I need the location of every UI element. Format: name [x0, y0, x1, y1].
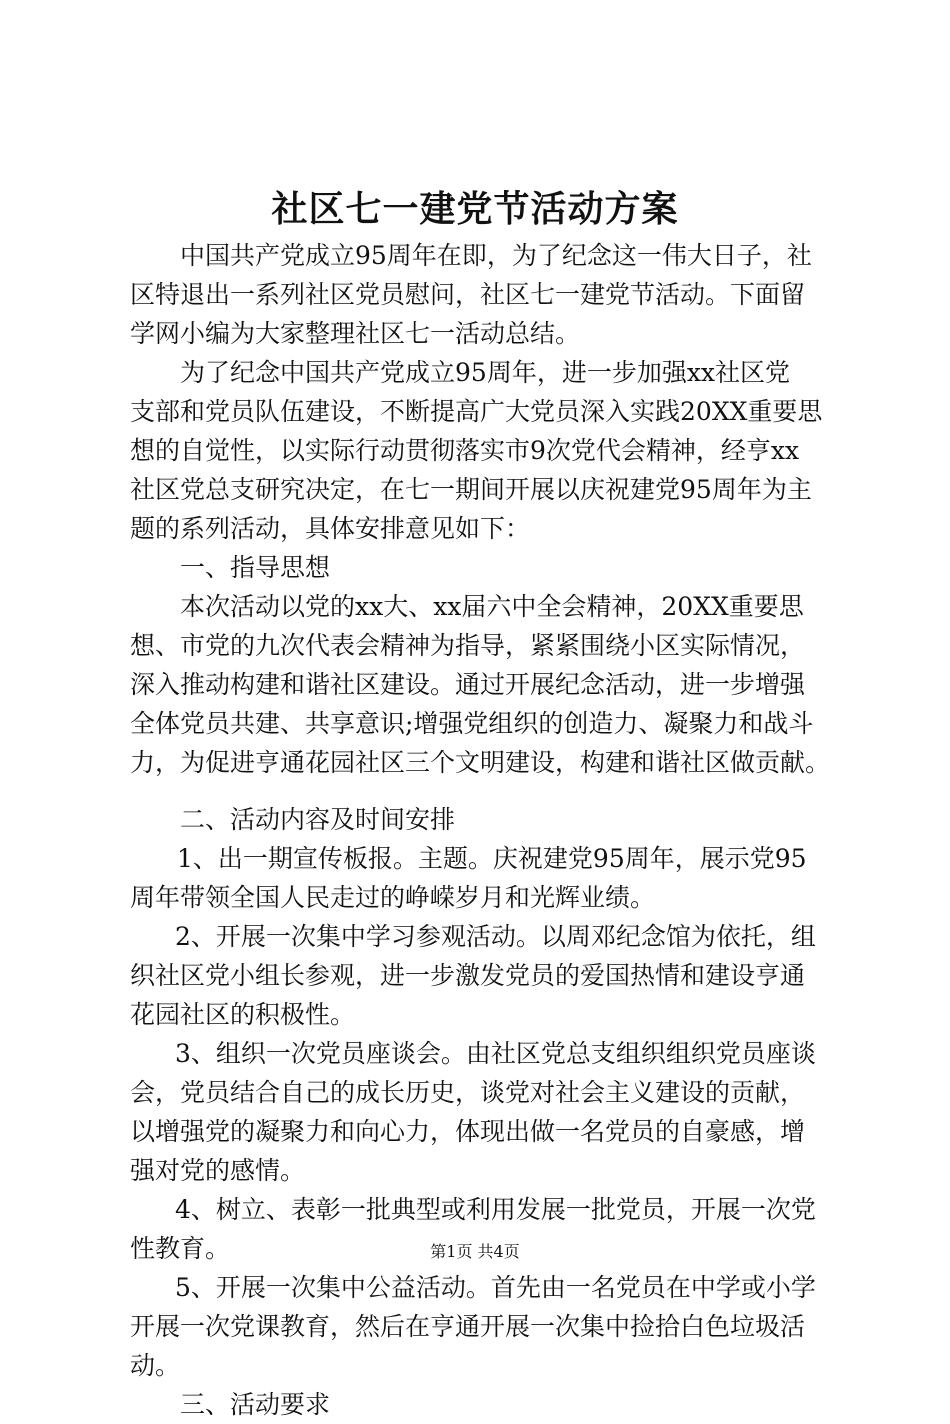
text-line: 题的系列活动，具体安排意见如下：: [130, 514, 531, 543]
paragraph-gap: [130, 782, 830, 800]
text-line: 性教育。: [130, 1234, 231, 1263]
text-line: 力，为促进亨通花园社区三个文明建设，构建和谐社区做贡献。: [130, 748, 831, 777]
text-line: 为了纪念中国共产党成立95周年，进一步加强xx社区党: [180, 358, 791, 387]
text-line: 中国共产党成立95周年在即，为了纪念这一伟大日子，社: [180, 241, 812, 270]
text-line: 开展一次党课教育，然后在亨通开展一次集中捡拾白色垃圾活: [130, 1312, 806, 1341]
page-footer: 第1页 共4页: [430, 1242, 520, 1261]
text-line: 社区党总支研究决定，在七一期间开展以庆祝建党95周年为主: [130, 475, 812, 504]
text-line: 全体党员共建、共享意识;增强党组织的创造力、凝聚力和战斗: [130, 709, 814, 738]
list-item-line: 2、开展一次集中学习参观活动。以周邓纪念馆为依托，组: [175, 922, 816, 951]
text-line: 想的自觉性，以实际行动贯彻落实市9次党代会精神，经亨xx: [130, 436, 800, 465]
section-heading: 三、活动要求: [180, 1390, 331, 1419]
text-line: 区特退出一系列社区党员慰问，社区七一建党节活动。下面留: [130, 280, 806, 309]
section-heading: 二、活动内容及时间安排: [180, 805, 456, 834]
list-item-line: 5、开展一次集中公益活动。首先由一名党员在中学或小学: [175, 1273, 816, 1302]
text-line: 学网小编为大家整理社区七一活动总结。: [130, 319, 581, 348]
text-line: 周年带领全国人民走过的峥嵘岁月和光辉业绩。: [130, 883, 656, 912]
text-line: 本次活动以党的xx大、xx届六中全会精神，20XX重要思: [180, 592, 804, 621]
text-line: 强对党的感情。: [130, 1156, 306, 1185]
text-line: 花园社区的积极性。: [130, 1000, 356, 1029]
text-line: 以增强党的凝聚力和向心力，体现出做一名党员的自豪感，增: [130, 1117, 806, 1146]
section-heading: 一、指导思想: [180, 553, 331, 582]
text-line: 织社区党小组长参观，进一步激发党员的爱国热情和建设亨通: [130, 961, 806, 990]
text-line: 深入推动构建和谐社区建设。通过开展纪念活动，进一步增强: [130, 670, 806, 699]
text-line: 会，党员结合自己的成长历史，谈党对社会主义建设的贡献，: [130, 1078, 806, 1107]
list-item-line: 4、树立、表彰一批典型或利用发展一批党员，开展一次党: [175, 1195, 816, 1224]
text-line: 想、市党的九次代表会精神为指导，紧紧围绕小区实际情况，: [130, 631, 806, 660]
text-line: 动。: [130, 1351, 181, 1380]
list-item-line: 1、出一期宣传板报。主题。庆祝建党95周年，展示党95: [177, 844, 807, 873]
text-line: 支部和党员队伍建设，不断提高广大党员深入实践20XX重要思: [130, 397, 823, 426]
document-title: 社区七一建党节活动方案: [271, 188, 679, 230]
list-item-line: 3、组织一次党员座谈会。由社区党总支组织组织党员座谈: [175, 1039, 816, 1068]
